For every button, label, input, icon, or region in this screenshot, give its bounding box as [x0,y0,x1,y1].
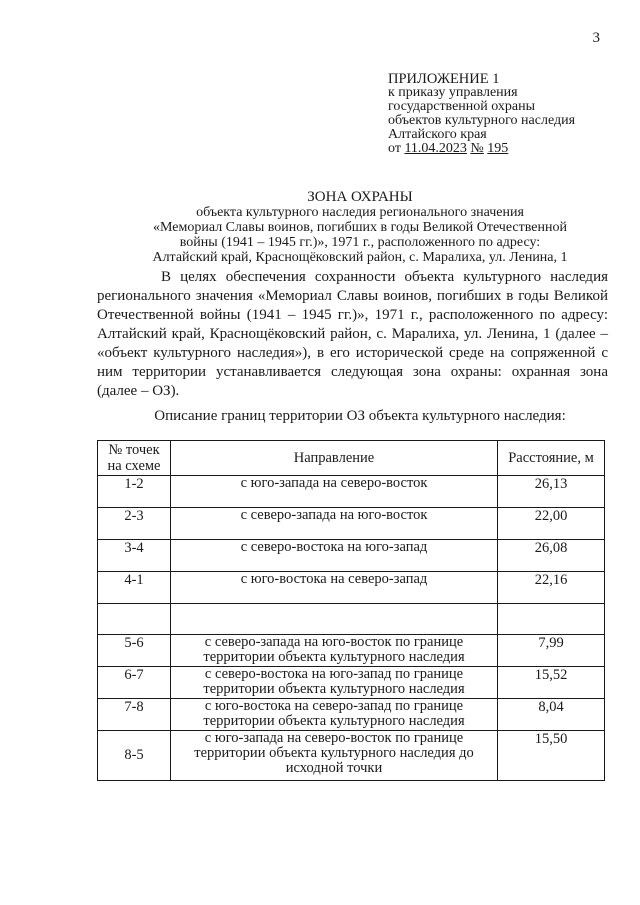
page-number: 3 [592,30,600,46]
table-row [98,572,605,604]
zone-line: «Мемориал Славы воинов, погибших в годы Великой Отечественной [153,220,567,235]
table-row [98,476,605,508]
order-number: 195 [487,141,509,156]
cell-direction: с северо-запада на юго-восток по границе территории объекта культурного наследия [171,635,498,667]
cell-points: 4-1 [98,572,171,604]
cell-distance: 7,99 [498,635,605,667]
cell-distance: 8,04 [498,699,605,731]
cell-direction: с юго-востока на северо-запад по границе территории объекта культурного наследия [171,699,498,731]
appendix-block [388,72,575,156]
cell-direction: с юго-запада на северо-восток по границе территории объекта культурного наследия до исходной точки [171,731,498,781]
table-empty-row [98,604,605,635]
header-points: № точек на схеме [98,441,171,476]
cell-points: 1-2 [98,476,171,508]
zone-line: войны (1941 – 1945 гг.)», 1971 г., расположенного по адресу: [179,235,541,250]
table-row [98,508,605,540]
zone-line: объекта культурного наследия регионального значения [196,205,524,220]
table-row [98,731,605,781]
cell-empty [498,604,605,635]
number-prefix: № [470,141,484,156]
cell-empty [171,604,498,635]
table-row [98,540,605,572]
appendix-date-line [388,142,575,156]
cell-direction: с юго-запада на северо-восток [171,476,498,508]
appendix-title: ПРИЛОЖЕНИЕ 1 [388,71,500,87]
header-direction: Направление [171,441,498,476]
cell-points: 6-7 [98,667,171,699]
cell-points: 8-5 [98,731,171,781]
zone-heading-block [60,190,640,265]
cell-distance: 15,52 [498,667,605,699]
order-date: 11.04.2023 [404,141,467,156]
cell-distance: 22,16 [498,572,605,604]
cell-distance: 26,08 [498,540,605,572]
appendix-line: объектов культурного наследия [388,113,576,128]
cell-points: 3-4 [98,540,171,572]
cell-distance: 22,00 [498,508,605,540]
date-prefix: от [388,141,401,156]
cell-points: 5-6 [98,635,171,667]
zone-line: Алтайский край, Краснощёковский район, с. Маралиха, ул. Ленина, 1 [152,250,568,265]
cell-distance: 15,50 [498,731,605,781]
zone-heading: ЗОНА ОХРАНЫ [307,189,413,205]
cell-empty [98,604,171,635]
table-row [98,635,605,667]
appendix-line: Алтайского края [388,127,487,142]
cell-direction: с северо-востока на юго-запад [171,540,498,572]
header-distance: Расстояние, м [498,441,605,476]
boundary-table [97,440,605,781]
cell-points: 7-8 [98,699,171,731]
cell-points: 2-3 [98,508,171,540]
table-row [98,667,605,699]
cell-direction: с северо-запада на юго-восток [171,508,498,540]
appendix-line: к приказу управления [388,85,518,100]
table-row [98,699,605,731]
paragraph-text: В целях обеспечения сохранности объекта культурного наследия регионального значения «Мемориал Славы воинов, погибших в годы Великой Отечественной войны (1941 – 1945 гг.)», 1971 г., расположенного по адресу: Алтайский край, Краснощёковский район, с. Маралиха, ул. Ленина, 1 (далее – «объект культурного наследия»), в его исторической среде на сопряженной с ним территории устанавливается следующая зона охраны: охранная зона (далее – ОЗ). [97,269,608,399]
table-header-row [98,441,605,476]
body-paragraph [97,268,608,401]
cell-direction: с юго-востока на северо-запад [171,572,498,604]
table-caption: Описание границ территории ОЗ объекта культурного наследия: [154,408,566,424]
cell-distance: 26,13 [498,476,605,508]
appendix-line: государственной охраны [388,99,536,114]
cell-direction: с северо-востока на юго-запад по границе территории объекта культурного наследия [171,667,498,699]
